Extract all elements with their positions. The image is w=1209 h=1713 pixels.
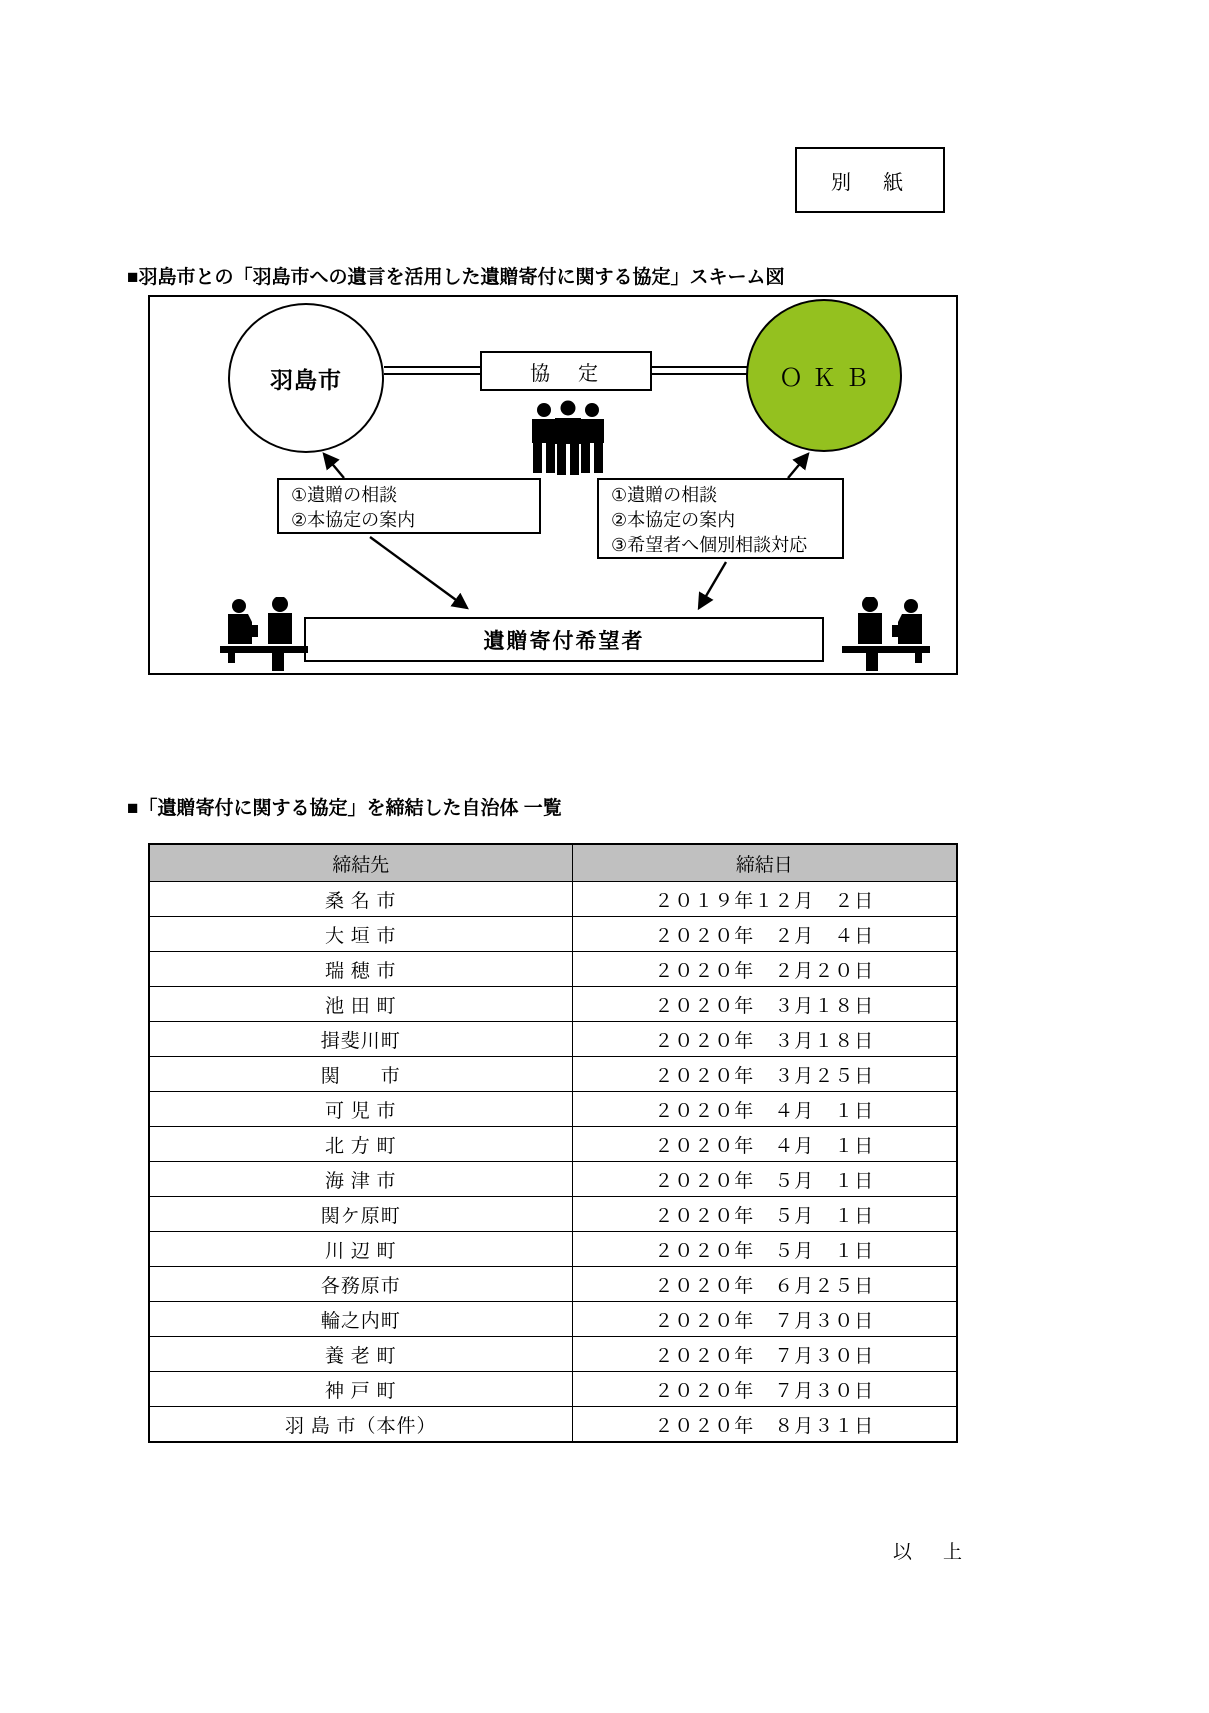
column-header-date: 締結日	[572, 844, 957, 882]
city-circle-label: 羽島市	[270, 366, 342, 393]
date-cell: ２０２０年 ２月２０日	[572, 952, 957, 987]
date-cell: ２０２０年 ５月 １日	[572, 1162, 957, 1197]
scheme-section-heading: ■羽島市との「羽島市への遺言を活用した遺贈寄付に関する協定」スキーム図	[127, 267, 785, 288]
partner-cell: 池 田 町	[149, 987, 572, 1022]
date-cell: ２０２０年 ３月１８日	[572, 987, 957, 1022]
partner-cell: 輪之内町	[149, 1302, 572, 1337]
table-row	[149, 1372, 957, 1407]
arrow-notes-to-city	[324, 454, 344, 478]
date-cell: ２０２０年 ２月 ４日	[572, 917, 957, 952]
arrow-city-to-donor	[370, 537, 467, 608]
table-row	[149, 1092, 957, 1127]
partner-cell: 大 垣 市	[149, 917, 572, 952]
date-cell: ２０２０年 ４月 １日	[572, 1127, 957, 1162]
partner-cell: 養 老 町	[149, 1337, 572, 1372]
table-row	[149, 1267, 957, 1302]
table-header-row	[149, 844, 957, 882]
partner-cell: 桑 名 市	[149, 882, 572, 917]
partner-cell: 羽 島 市（本件）	[149, 1407, 572, 1443]
date-cell: ２０２０年 ３月２５日	[572, 1057, 957, 1092]
arrow-okb-to-donor	[699, 562, 726, 608]
partner-cell: 関ケ原町	[149, 1197, 572, 1232]
appendix-label: 別 紙	[831, 171, 909, 194]
municipality-table	[148, 843, 958, 1443]
donor-box-label: 遺贈寄付希望者	[483, 629, 645, 653]
partner-cell: 瑞 穂 市	[149, 952, 572, 987]
table-row	[149, 882, 957, 917]
date-cell: ２０２０年 ６月２５日	[572, 1267, 957, 1302]
table-row	[149, 1022, 957, 1057]
partner-cell: 川 辺 町	[149, 1232, 572, 1267]
note-line: ①遺贈の相談	[611, 485, 718, 505]
diagram-arrows	[150, 297, 956, 673]
date-cell: ２０２０年 ３月１８日	[572, 1022, 957, 1057]
date-cell: ２０２０年 ５月 １日	[572, 1232, 957, 1267]
closing-text: 以 上	[893, 1542, 969, 1563]
date-cell: ２０２０年 ７月３０日	[572, 1302, 957, 1337]
scheme-diagram	[148, 295, 958, 675]
table-row	[149, 917, 957, 952]
partner-cell: 関 市	[149, 1057, 572, 1092]
partner-cell: 神 戸 町	[149, 1372, 572, 1407]
table-row	[149, 1337, 957, 1372]
table-row	[149, 987, 957, 1022]
partner-cell: 北 方 町	[149, 1127, 572, 1162]
partner-cell: 可 児 市	[149, 1092, 572, 1127]
date-cell: ２０２０年 ８月３１日	[572, 1407, 957, 1443]
table-section-heading: ■「遺贈寄付に関する協定」を締結した自治体 一覧	[127, 798, 562, 819]
arrow-notes-to-okb	[788, 454, 808, 478]
table-row	[149, 1302, 957, 1337]
table-row	[149, 1197, 957, 1232]
column-header-partner: 締結先	[149, 844, 572, 882]
table-body	[149, 882, 957, 1443]
table-row	[149, 1127, 957, 1162]
date-cell: ２０２０年 ７月３０日	[572, 1372, 957, 1407]
note-line: ①遺贈の相談	[291, 485, 398, 505]
note-line: ③希望者へ個別相談対応	[611, 535, 808, 555]
table-row	[149, 1232, 957, 1267]
agreement-box-label: 協 定	[530, 362, 602, 385]
okb-circle-label: ＯＫＢ	[779, 365, 878, 392]
table-row	[149, 1162, 957, 1197]
partner-cell: 海 津 市	[149, 1162, 572, 1197]
appendix-label-box	[795, 147, 945, 213]
table-row	[149, 952, 957, 987]
note-line: ②本協定の案内	[611, 510, 736, 530]
date-cell: ２０２０年 ７月３０日	[572, 1337, 957, 1372]
partner-cell: 揖斐川町	[149, 1022, 572, 1057]
date-cell: ２０２０年 ４月 １日	[572, 1092, 957, 1127]
partner-cell: 各務原市	[149, 1267, 572, 1302]
table-row	[149, 1407, 957, 1443]
table-row	[149, 1057, 957, 1092]
note-line: ②本協定の案内	[291, 510, 416, 530]
date-cell: ２０１９年１２月 ２日	[572, 882, 957, 917]
date-cell: ２０２０年 ５月 １日	[572, 1197, 957, 1232]
